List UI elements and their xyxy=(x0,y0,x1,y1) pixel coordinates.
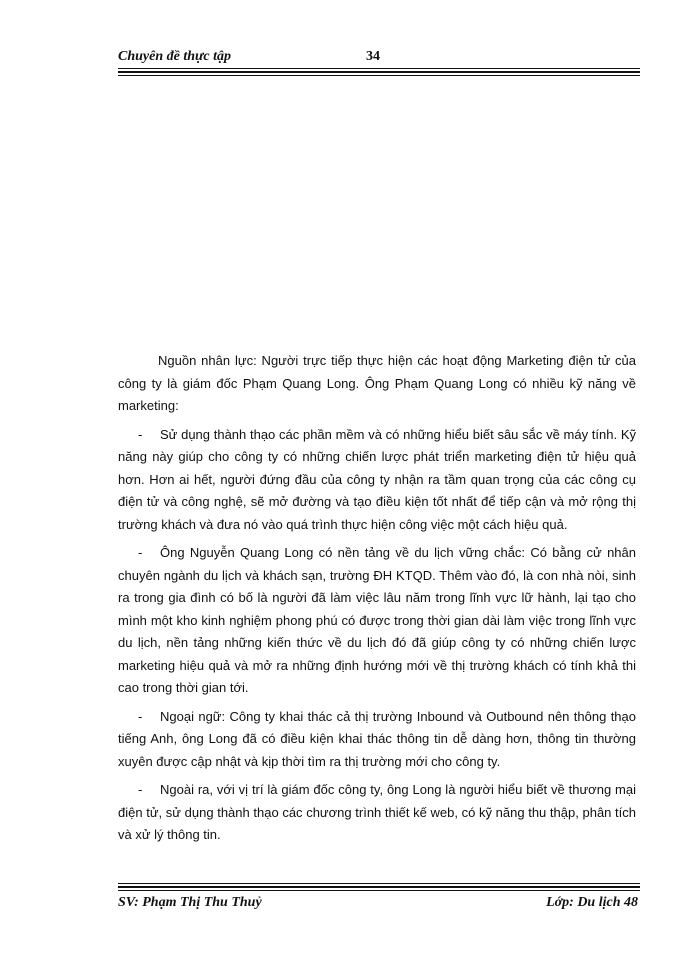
bullet-dash: - xyxy=(138,708,143,724)
page-footer xyxy=(118,893,640,913)
header-rule xyxy=(118,75,640,76)
body-text xyxy=(118,350,636,853)
footer-rule xyxy=(118,886,640,888)
list-item xyxy=(118,542,636,700)
class-name: Lớp: Du lịch 48 xyxy=(546,895,638,910)
bullet-dash: - xyxy=(138,782,143,797)
intro-paragraph: Nguồn nhân lực: Người trực tiếp thực hiện các hoạt động Marketing điện tử của công ty là giám đốc Phạm Quang Long. Ông Phạm Quang Long có nhiều kỹ năng về marketing: xyxy=(118,353,636,413)
page-number: 34 xyxy=(366,49,380,64)
header-rule xyxy=(118,68,640,69)
list-item-text: Ông Nguyễn Quang Long có nền tảng về du lịch vững chắc: Có bằng cử nhân chuyên ngành du lịch và khách sạn, trường ĐH KTQD. Thêm vào đó, là con nhà nòi, sinh ra trong gia đình có bố là người đã làm việc lâu năm trong lĩnh vực lữ hành, lại tạo cho mình một kho kinh nghiệm phong phú có được trong thời gian dài làm việc trong lĩnh vực du lịch, nền tảng những kiến thức về du lịch đó đã giúp công ty có những chiến lược marketing hiệu quả và mở ra những định hướng mới về thị trường khách có tính khả thi cao trong thời gian tới. xyxy=(118,545,636,695)
document-title: Chuyên đề thực tập xyxy=(118,49,232,64)
list-item-text: Ngoài ra, với vị trí là giám đốc công ty, ông Long là người hiểu biết về thương mại điện tử, sử dụng thành thạo các chương trình thiết kế web, có kỹ năng thu thập, phân tích và xử lý thông tin. xyxy=(118,782,636,842)
list-item xyxy=(118,706,636,774)
footer-rule xyxy=(118,890,640,891)
list-item-text: Ngoại ngữ: Công ty khai thác cả thị trường Inbound và Outbound nên thông thạo tiếng Anh, ông Long đã có điều kiện khai thác thông tin dễ dàng hơn, thông tin thường xuyên được cập nhật và kịp thời tìm ra thị trường mới cho công ty. xyxy=(118,708,636,769)
footer-rule xyxy=(118,883,640,884)
bullet-dash: - xyxy=(138,545,143,560)
page-header xyxy=(118,47,640,67)
list-item xyxy=(118,779,636,847)
student-name: SV: Phạm Thị Thu Thuỷ xyxy=(118,895,262,910)
list-item xyxy=(118,424,636,537)
list-item-text: Sử dụng thành thạo các phần mềm và có những hiểu biết sâu sắc về máy tính. Kỹ năng này giúp cho công ty có những chiến lược phát triển marketing điện tử hiệu quả hơn. Hơn ai hết, người đứng đầu của công ty nhận ra tầm quan trọng của các công cụ điện tử và công nghệ, sẽ mở đường và tạo điều kiện tốt nhất để tiếp cận và mở rộng thị trường khách và đưa nó vào quá trình thực hiện công việc một cách hiệu quả. xyxy=(118,426,636,532)
header-rule xyxy=(118,71,640,73)
bullet-dash: - xyxy=(138,426,143,442)
